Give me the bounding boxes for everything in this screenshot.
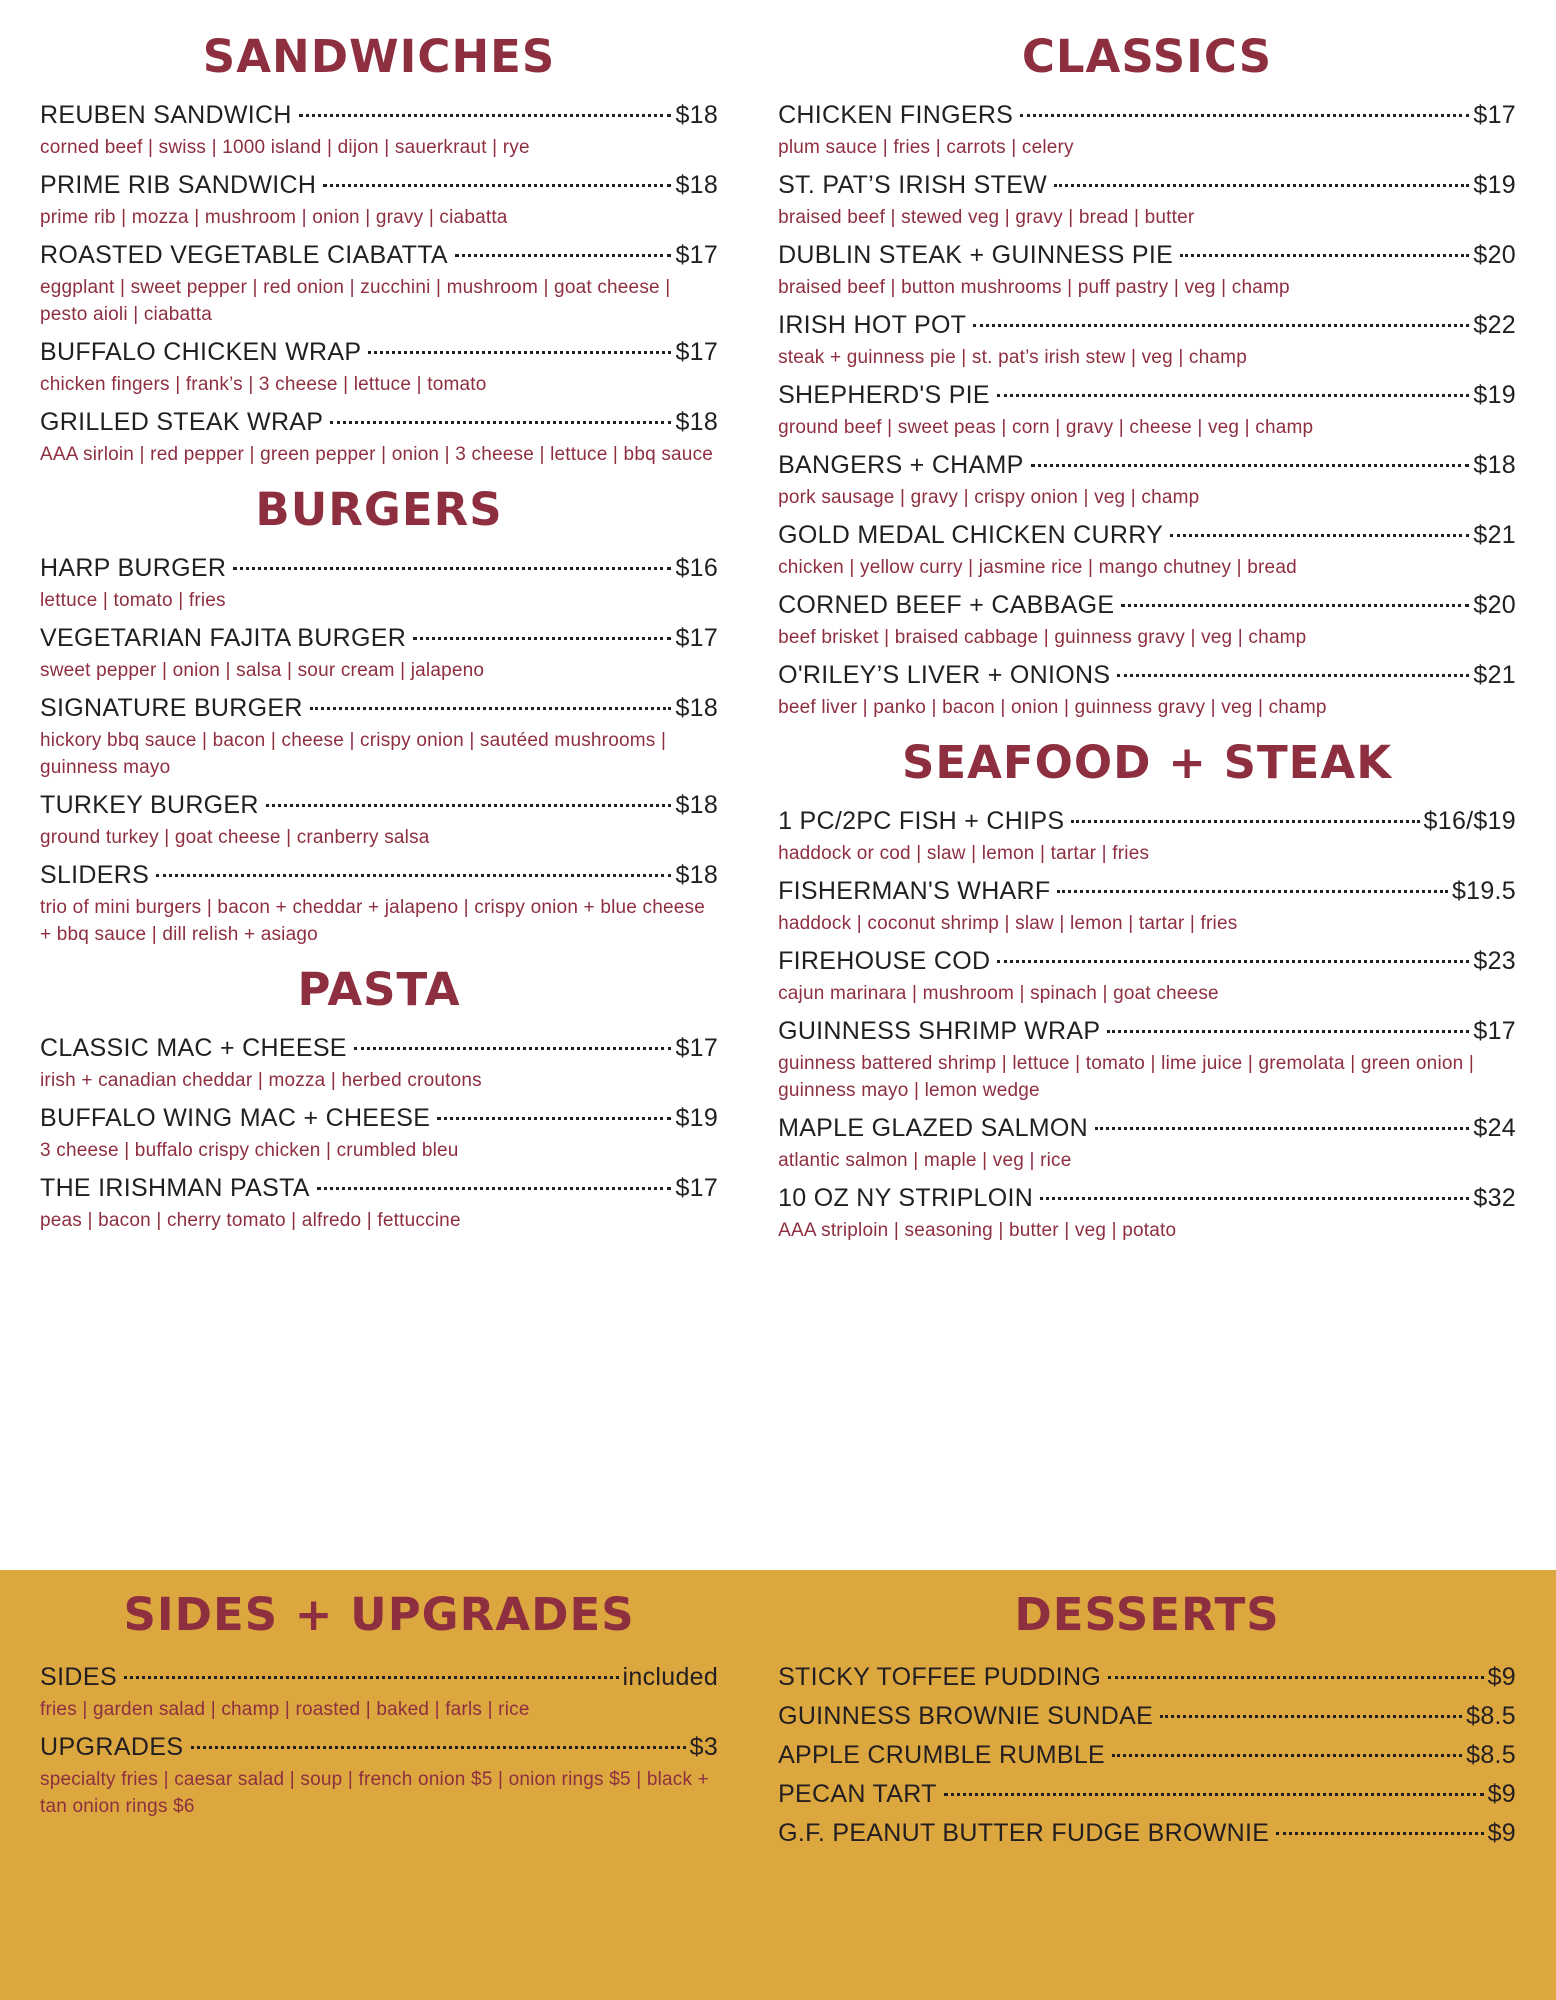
item-description: ground beef | sweet peas | corn | gravy | cheese | veg | champ [778,416,1314,438]
menu-item [778,171,1516,232]
item-price: $17 [675,1173,719,1202]
item-price: $32 [1473,1183,1516,1212]
item-price: $19 [1473,170,1516,199]
item-price: $17 [675,1033,719,1062]
item-name: 1 PC/2PC FISH + CHIPS [778,806,1065,835]
menu-item [778,311,1516,372]
section-pasta [40,1034,718,1235]
leader-dots [413,637,671,640]
menu-item [778,521,1516,582]
item-price: $23 [1473,946,1516,975]
leader-dots [1031,464,1470,467]
item-price: $19 [675,1103,719,1132]
leader-dots [233,567,671,570]
leader-dots [191,1746,686,1749]
leader-dots [973,324,1469,327]
item-name: G.F. PEANUT BUTTER FUDGE BROWNIE [778,1819,1270,1847]
item-description: haddock or cod | slaw | lemon | tartar | fries [778,842,1150,864]
menu-item [778,661,1516,722]
menu-item [40,554,718,615]
item-price: $18 [675,860,719,889]
menu-item [778,1741,1516,1770]
menu-item [40,791,718,852]
item-price: $17 [675,623,719,652]
item-price: $18 [1473,450,1516,479]
item-description: beef brisket | braised cabbage | guinness gravy | veg | champ [778,626,1307,648]
menu-item [40,861,718,949]
menu-item [778,877,1516,938]
menu-bottom-band [0,1570,1556,2000]
item-price: $8.5 [1466,1741,1516,1769]
item-description: pork sausage | gravy | crispy onion | veg | champ [778,486,1200,508]
leader-dots [330,421,671,424]
left-column [40,30,758,1570]
menu-item [778,1184,1516,1245]
menu-item [778,101,1516,162]
item-price: $3 [689,1732,719,1761]
leader-dots [156,874,671,877]
leader-dots [368,351,671,354]
item-description: 3 cheese | buffalo crispy chicken | crumbled bleu [40,1139,459,1161]
leader-dots [1180,254,1469,257]
item-name: GRILLED STEAK WRAP [40,407,324,436]
item-price: $17 [675,240,719,269]
item-name: SLIDERS [40,860,150,889]
leader-dots [317,1187,672,1190]
item-name: PECAN TART [778,1780,937,1808]
leader-dots [1071,820,1419,823]
desserts-column [758,1588,1516,2000]
leader-dots [1107,1030,1469,1033]
menu-item [40,1663,718,1724]
item-name: DUBLIN STEAK + GUINNESS PIE [778,240,1174,269]
item-name: THE IRISHMAN PASTA [40,1173,310,1202]
item-price: $18 [675,693,719,722]
section-seafood-steak [778,807,1516,1245]
item-price: $24 [1473,1113,1516,1142]
leader-dots [1108,1676,1483,1679]
section-title-desserts: DESSERTS [1014,1588,1280,1641]
leader-dots [455,254,672,257]
leader-dots [266,804,672,807]
item-description: specialty fries | caesar salad | soup | french onion $5 | onion rings $5 | black + tan onion rings $6 [40,1768,709,1817]
menu-item [778,1702,1516,1731]
menu-item [778,451,1516,512]
leader-dots [997,960,1469,963]
sides-upgrades-column [40,1588,758,2000]
menu-item [778,1114,1516,1175]
menu-item [778,241,1516,302]
menu-item [778,1663,1516,1692]
item-description: sweet pepper | onion | salsa | sour cream | jalapeno [40,659,485,681]
leader-dots [354,1047,672,1050]
item-price: $21 [1473,520,1516,549]
item-name: BANGERS + CHAMP [778,450,1024,479]
item-description: AAA striploin | seasoning | butter | veg | potato [778,1219,1177,1241]
leader-dots [299,114,672,117]
section-classics [778,101,1516,722]
item-name: 10 OZ NY STRIPLOIN [778,1183,1034,1212]
menu-item [40,101,718,162]
item-description: atlantic salmon | maple | veg | rice [778,1149,1072,1171]
item-name: REUBEN SANDWICH [40,101,292,129]
item-name: GOLD MEDAL CHICKEN CURRY [778,520,1164,549]
item-description: ground turkey | goat cheese | cranberry salsa [40,826,430,848]
item-name: CHICKEN FINGERS [778,101,1014,129]
section-burgers [40,554,718,949]
item-name: GUINNESS BROWNIE SUNDAE [778,1702,1154,1730]
item-name: FISHERMAN'S WHARF [778,876,1051,905]
item-price: $20 [1473,240,1516,269]
leader-dots [944,1793,1484,1796]
item-name: PRIME RIB SANDWICH [40,170,317,199]
menu-item [40,338,718,399]
item-name: APPLE CRUMBLE RUMBLE [778,1741,1106,1769]
menu-item [778,1017,1516,1105]
leader-dots [310,707,672,710]
menu-item [40,1174,718,1235]
item-name: ST. PAT’S IRISH STEW [778,170,1048,199]
item-name: UPGRADES [40,1732,184,1761]
section-sandwiches [40,101,718,469]
item-description: guinness battered shrimp | lettuce | tomato | lime juice | gremolata | green onion | guinness mayo | lemon wedge [778,1052,1475,1101]
menu-item [778,381,1516,442]
item-price: $9 [1487,1663,1516,1691]
leader-dots [1170,534,1469,537]
section-title-sandwiches: SANDWICHES [202,30,556,83]
item-name: BUFFALO WING MAC + CHEESE [40,1103,431,1132]
item-description: cajun marinara | mushroom | spinach | goat cheese [778,982,1219,1004]
item-price: $18 [675,407,719,436]
item-price: $20 [1473,590,1516,619]
leader-dots [1095,1127,1469,1130]
item-price: $18 [675,170,719,199]
item-description: braised beef | button mushrooms | puff pastry | veg | champ [778,276,1290,298]
menu-item [40,241,718,329]
item-name: MAPLE GLAZED SALMON [778,1113,1089,1142]
leader-dots [1020,114,1469,117]
item-name: O'RILEY’S LIVER + ONIONS [778,660,1111,689]
menu-item [40,1733,718,1821]
menu-item [778,807,1516,868]
section-title-classics: CLASSICS [1021,30,1273,83]
item-description: lettuce | tomato | fries [40,589,226,611]
leader-dots [1112,1754,1462,1757]
leader-dots [1121,604,1469,607]
leader-dots [323,184,671,187]
item-name: BUFFALO CHICKEN WRAP [40,337,362,366]
item-description: eggplant | sweet pepper | red onion | zucchini | mushroom | goat cheese | pesto aioli | ciabatta [40,276,671,325]
item-name: STICKY TOFFEE PUDDING [778,1663,1102,1691]
item-description: AAA sirloin | red pepper | green pepper | onion | 3 cheese | lettuce | bbq sauce [40,443,714,465]
item-name: SIGNATURE BURGER [40,693,303,722]
menu-item [40,624,718,685]
item-description: prime rib | mozza | mushroom | onion | gravy | ciabatta [40,206,508,228]
menu-item [778,591,1516,652]
item-name: SHEPHERD'S PIE [778,380,990,409]
leader-dots [124,1676,619,1679]
menu-item [40,408,718,469]
item-name: ROASTED VEGETABLE CIABATTA [40,240,448,269]
item-description: beef liver | panko | bacon | onion | guinness gravy | veg | champ [778,696,1327,718]
item-price: $19.5 [1451,876,1516,905]
leader-dots [1054,184,1469,187]
section-title-pasta: PASTA [297,962,461,1016]
item-price: $16 [675,553,719,582]
item-description: irish + canadian cheddar | mozza | herbed croutons [40,1069,482,1091]
item-description: braised beef | stewed veg | gravy | bread | butter [778,206,1195,228]
item-price: $9 [1487,1780,1516,1808]
item-price: $17 [1473,101,1516,129]
item-description: haddock | coconut shrimp | slaw | lemon | tartar | fries [778,912,1238,934]
item-description: peas | bacon | cherry tomato | alfredo | fettuccine [40,1209,461,1231]
item-price: $9 [1487,1819,1516,1847]
item-description: steak + guinness pie | st. pat’s irish stew | veg | champ [778,346,1247,368]
menu-item [40,694,718,782]
item-price: $18 [675,790,719,819]
item-description: fries | garden salad | champ | roasted | baked | farls | rice [40,1699,530,1720]
menu-item [40,171,718,232]
item-price: $17 [1473,1016,1516,1045]
item-description: trio of mini burgers | bacon + cheddar + jalapeno | crispy onion + blue cheese + bbq sauce | dill relish + asiago [40,896,706,945]
section-title-seafood-steak: SEAFOOD + STEAK [901,735,1393,789]
menu-item [778,1819,1516,1848]
item-description: corned beef | swiss | 1000 island | dijon | sauerkraut | rye [40,137,530,158]
item-price: $16/$19 [1423,806,1516,835]
item-description: chicken fingers | frank’s | 3 cheese | lettuce | tomato [40,373,487,395]
item-price: $22 [1473,310,1516,339]
menu-item [40,1104,718,1165]
leader-dots [1040,1197,1469,1200]
item-price: $17 [675,337,719,366]
item-name: TURKEY BURGER [40,790,259,819]
item-price: $18 [675,101,719,129]
menu-item [778,1780,1516,1809]
item-name: FIREHOUSE COD [778,946,991,975]
item-name: HARP BURGER [40,553,227,582]
item-name: SIDES [40,1663,118,1691]
menu-item [40,1034,718,1095]
item-name: CLASSIC MAC + CHEESE [40,1033,347,1062]
right-column [758,30,1516,1570]
section-title-sides-upgrades: SIDES + UPGRADES [123,1588,635,1641]
item-description: plum sauce | fries | carrots | celery [778,137,1074,158]
leader-dots [1276,1832,1483,1835]
item-price: $19 [1473,380,1516,409]
leader-dots [1117,674,1469,677]
item-description: hickory bbq sauce | bacon | cheese | crispy onion | sautéed mushrooms | guinness mayo [40,729,667,778]
leader-dots [1160,1715,1462,1718]
item-price: $8.5 [1466,1702,1516,1730]
leader-dots [1057,890,1447,893]
item-name: VEGETARIAN FAJITA BURGER [40,623,407,652]
item-name: GUINNESS SHRIMP WRAP [778,1016,1101,1045]
item-price: included [622,1663,719,1691]
leader-dots [997,394,1469,397]
item-name: IRISH HOT POT [778,310,967,339]
section-title-burgers: BURGERS [255,482,503,536]
item-name: CORNED BEEF + CABBAGE [778,590,1115,619]
item-description: chicken | yellow curry | jasmine rice | mango chutney | bread [778,556,1297,578]
item-price: $21 [1473,660,1516,689]
menu-item [778,947,1516,1008]
leader-dots [437,1117,671,1120]
